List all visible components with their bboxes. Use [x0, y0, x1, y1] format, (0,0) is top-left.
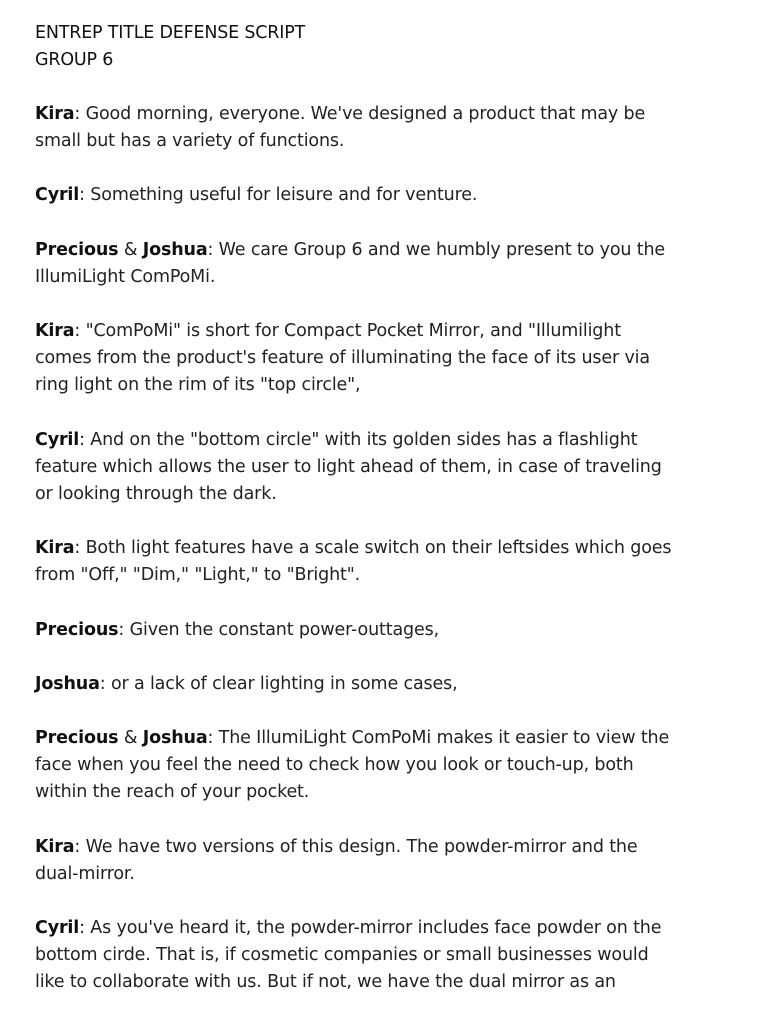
- dialogue-line: [35, 345, 734, 372]
- speaker-name: Kira: [35, 321, 75, 342]
- dialogue-text: : Both light features have a scale switch on their leftsides which goes: [74, 538, 672, 559]
- dialogue-line: [35, 128, 734, 155]
- dialogue-text: : or a lack of clear lighting in some cases,: [99, 673, 458, 694]
- speaker-name: Cyril: [35, 185, 80, 206]
- dialogue-line: [35, 481, 734, 508]
- dialogue-line: [35, 861, 734, 888]
- speaker-name: Precious: [35, 728, 119, 749]
- dialogue-line: [35, 942, 734, 969]
- script-paragraph: [35, 101, 734, 155]
- dialogue-text: : As you've heard it, the powder-mirror includes face powder on the: [79, 918, 662, 939]
- dialogue-text: : Something useful for leisure and for venture.: [79, 185, 478, 206]
- script-paragraph: [35, 915, 734, 997]
- dialogue-text: : Given the constant power-outtages,: [118, 619, 439, 640]
- dialogue-line: [35, 752, 734, 779]
- dialogue-first-line: [35, 617, 734, 644]
- script-paragraph: [35, 318, 734, 400]
- speaker-name: Precious: [35, 619, 119, 640]
- dialogue-text: comes from the product's feature of illuminating the face of its user via: [35, 348, 650, 369]
- dialogue-line: [35, 372, 734, 399]
- dialogue-text: bottom cirde. That is, if cosmetic companies or small businesses would: [35, 945, 649, 966]
- dialogue-text: within the reach of your pocket.: [35, 782, 310, 803]
- dialogue-text: ring light on the rim of its "top circle",: [35, 375, 361, 396]
- speaker-name: Cyril: [35, 918, 80, 939]
- dialogue-line: [35, 779, 734, 806]
- dialogue-text: face when you feel the need to check how you look or touch-up, both: [35, 755, 634, 776]
- dialogue-first-line: [35, 915, 734, 942]
- dialogue-first-line: [35, 535, 734, 562]
- dialogue-first-line: [35, 725, 734, 752]
- speaker-name: Cyril: [35, 429, 80, 450]
- script-paragraph: [35, 725, 734, 807]
- dialogue-text: : Good morning, everyone. We've designed a product that may be: [74, 104, 646, 124]
- dialogue-text: from "Off," "Dim," "Light," to "Bright".: [35, 565, 361, 586]
- speaker-name: Precious: [35, 239, 119, 260]
- dialogue-text: : And on the "bottom circle" with its golden sides has a flashlight: [79, 429, 638, 450]
- speaker-name: Kira: [35, 538, 75, 559]
- dialogue-text: feature which allows the user to light ahead of them, in case of traveling: [35, 456, 662, 477]
- script-body: [35, 101, 734, 997]
- dialogue-first-line: [35, 182, 734, 209]
- dialogue-line: [35, 454, 734, 481]
- script-paragraph: [35, 182, 734, 209]
- dialogue-first-line: [35, 834, 734, 861]
- script-paragraph: [35, 237, 734, 291]
- dialogue-text: small but has a variety of functions.: [35, 131, 345, 152]
- dialogue-text: IllumiLight ComPoMi.: [35, 266, 216, 287]
- dialogue-text: or looking through the dark.: [35, 484, 277, 505]
- speaker-name: Kira: [35, 836, 75, 857]
- script-paragraph: [35, 535, 734, 589]
- script-paragraph: [35, 427, 734, 509]
- dialogue-line: [35, 969, 734, 996]
- dialogue-line: [35, 562, 734, 589]
- dialogue-first-line: [35, 318, 734, 345]
- dialogue-text: dual-mirror.: [35, 863, 135, 884]
- dialogue-text: : We care Group 6 and we humbly present to you the: [207, 239, 666, 260]
- speaker-name: Joshua: [35, 673, 100, 694]
- speaker-joiner: &: [118, 728, 143, 749]
- dialogue-first-line: [35, 671, 734, 698]
- dialogue-text: : The IllumiLight ComPoMi makes it easier to view the: [207, 728, 670, 749]
- speaker-name: Joshua: [142, 239, 208, 260]
- speaker-joiner: &: [118, 239, 143, 260]
- dialogue-first-line: [35, 101, 734, 128]
- dialogue-text: : "ComPoMi" is short for Compact Pocket Mirror, and "Illumilight: [74, 321, 621, 342]
- script-paragraph: [35, 617, 734, 644]
- group-label: GROUP 6: [35, 50, 114, 70]
- dialogue-first-line: [35, 427, 734, 454]
- script-paragraph: [35, 671, 734, 698]
- dialogue-first-line: [35, 237, 734, 264]
- speaker-name: Joshua: [142, 728, 208, 749]
- script-paragraph: [35, 834, 734, 888]
- dialogue-line: [35, 264, 734, 291]
- speaker-name: Kira: [35, 104, 75, 124]
- dialogue-text: like to collaborate with us. But if not, we have the dual mirror as an: [35, 972, 616, 993]
- document-title: ENTREP TITLE DEFENSE SCRIPT: [35, 23, 306, 43]
- dialogue-text: : We have two versions of this design. The powder-mirror and the: [74, 836, 638, 857]
